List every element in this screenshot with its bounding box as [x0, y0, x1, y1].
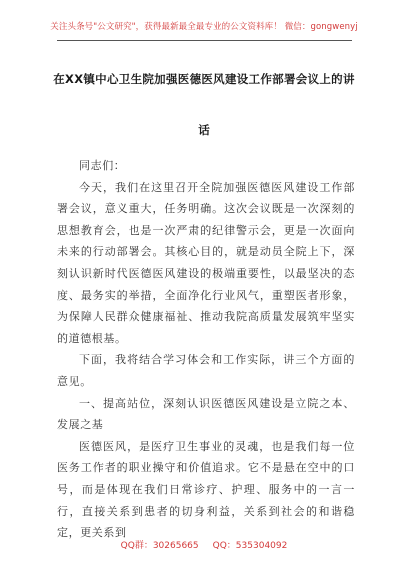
section-heading-1: 一、提高站位，深刻认识医德医风建设是立院之本、发展之基	[57, 396, 355, 432]
salutation: 同志们：	[79, 159, 126, 172]
paragraph-transition: 下面，我将结合学习体会和工作实际，讲三个方面的意见。	[57, 353, 355, 388]
footer-qq-number: QQ：535304092	[212, 541, 288, 551]
footer-contact	[0, 538, 408, 551]
footer-qq-group: QQ群：30265665	[120, 541, 199, 551]
document-body	[57, 155, 355, 544]
header-divider	[57, 40, 352, 41]
paragraph-section-1: 医德医风，是医疗卫生事业的灵魂，也是我们每一位医务工作者的职业操守和价值追求。它不是悬在空中的口号，而是体现在我们日常诊疗、护理、服务中的一言一行，直接关系到患者的切身利益，关系到社会的和谐稳定，更关系到	[57, 439, 355, 540]
paragraph-opening: 今天，我们在这里召开全院加强医德医风建设工作部署会议，意义重大，任务明确。这次会议既是一次深刻的思想教育会，也是一次严肃的纪律警示会，更是一次面向未来的行动部署会。其核心目的，就是动员全院上下，深刻认识新时代医德医风建设的极端重要性，以最坚决的态度、最务实的举措，全面净化行业风气，重塑医者形象，为保障人民群众健康福祉、推动我院高质量发展筑牢坚实的道德根基。	[57, 180, 355, 345]
document-title-line-1: 在XX镇中心卫生院加强医德医风建设工作部署会议上的讲	[53, 72, 355, 86]
header-banner: 关注头条号"公文研究"，获得最新最全最专业的公文资料库！ 微信：gongwenyj	[50, 22, 358, 32]
document-title-line-2: 话	[198, 123, 210, 137]
